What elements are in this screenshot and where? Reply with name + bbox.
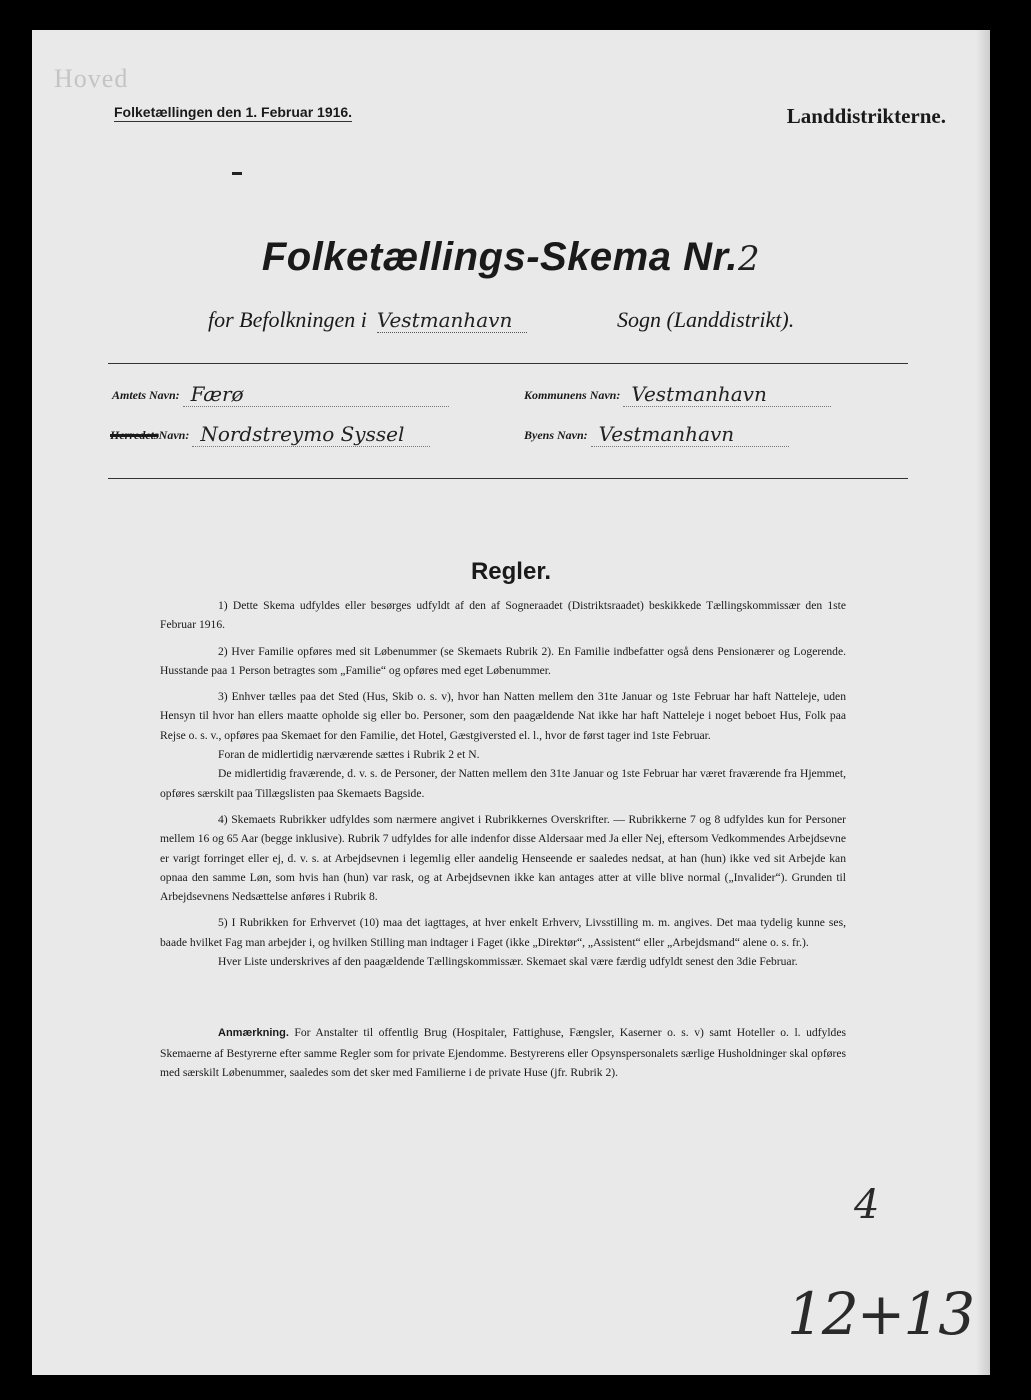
by-value: Vestmanhavn — [591, 422, 789, 447]
anmaerkning-label: Anmærkning. — [218, 1027, 289, 1040]
divider-bottom — [108, 478, 908, 479]
syssel-value: Nordstreymo Syssel — [192, 422, 430, 447]
rule-3-fravaerende: De midlertidig fraværende, d. v. s. de Personer, der Natten mellem den 31te Januar og 1ste Februar har været fraværende fra Hjemmet, opføres særskilt paa Tillægslisten paa Skemaets Bagside. — [160, 767, 846, 800]
form-number: 2 — [737, 239, 761, 279]
rules-body — [160, 596, 846, 1089]
amt-label: Amtets Navn: — [112, 388, 180, 402]
parish-suffix: Sogn (Landdistrikt). — [617, 307, 795, 332]
handwritten-pages: 12+13 — [787, 1280, 974, 1348]
amt-value: Færø — [183, 382, 449, 407]
kommune-field — [524, 382, 831, 407]
by-field — [524, 422, 789, 447]
form-title — [32, 235, 990, 280]
ink-mark — [232, 172, 242, 175]
population-line — [208, 307, 527, 333]
form-title-text: Folketællings-Skema Nr. — [261, 235, 738, 279]
kommune-value: Vestmanhavn — [623, 382, 831, 407]
by-label: Byens Navn: — [524, 428, 588, 442]
amt-field — [112, 382, 449, 407]
census-form-page — [32, 30, 990, 1375]
district-type-header: Landdistrikterne. — [786, 104, 946, 128]
rule-1: 1) Dette Skema udfyldes eller besørges udfyldt af den af Sogneraadet (Distriktsraadet) beskikkede Tællingskommissær den 1ste Februar 1916. — [160, 599, 846, 632]
rule-4: 4) Skemaets Rubrikker udfyldes som nærmere angivet i Rubrikkernes Overskrifter. — Rubrikkerne 7 og 8 udfyldes kun for Personer mellem 16 og 65 Aar (begge inklusive). Rubrik 7 udfyldes for alle indenfor disse Aldersaar med Ja eller Nej, eftersom Vedkommendes Arbejdsevne er varigt forringet eller ej, d. v. s. at Arbejdsevnen i legemlig eller aandelig Henseende er saaledes nedsat, at han (hun) ikke ved sit Arbejde kan opnaa den samme Løn, som hvis han (hun) var rask, og at Arbejdsevnen ikke kan antages atter at ville blive normal („Invalider“). Grunden til Arbejdsevnens Nedsættelse anføres i Rubrik 8. — [160, 812, 846, 904]
syssel-label: Navn: — [158, 428, 190, 442]
census-date-header: Folketællingen den 1. Februar 1916. — [114, 104, 353, 120]
anmaerkning — [160, 1023, 846, 1082]
rule-5-signature: Hver Liste underskrives af den paagældende Tællingskommissær. Skemaet skal være færdig udfyldt senest den 3die Februar. — [218, 955, 798, 969]
anmaerkning-text: For Anstalter til offentlig Brug (Hospitaler, Fattighuse, Fængsler, Kaserner o. s. v) samt Hoteller o. l. udfyldes Skemaerne af Bestyrerne efter samme Regler som for private Ejendomme. Bestyrerens eller Opsynspersonalets særlige Husholdninger skal opføres med særskilt Løbenummer, saaledes som det sker med Familierne i de private Huse (jfr. Rubrik 2). — [160, 1026, 846, 1079]
syssel-field — [110, 422, 430, 447]
rules-heading: Regler. — [470, 558, 552, 585]
divider-top — [108, 363, 908, 364]
parish-value: Vestmanhavn — [377, 308, 527, 333]
rule-5: 5) I Rubrikken for Erhvervet (10) maa det iagttages, at hver enkelt Erhverv, Livsstilling m. m. angives. Det maa tydelig kunne ses, baade hvilket Fag man arbejder i, og hvilken Stilling man indtager i Faget (ikke „Direktør“, „Assistent“ eller „Arbejdsmand“ alene o. s. fr.). — [160, 916, 846, 949]
population-label: for Befolkningen i — [208, 307, 367, 332]
handwritten-count: 4 — [854, 1182, 880, 1228]
struck-label: Herredets — [110, 428, 159, 442]
rule-3: 3) Enhver tælles paa det Sted (Hus, Skib o. s. v), hvor han Natten mellem den 31te Januar og 1ste Februar har haft Natteleje, uden Hensyn til hvor han ellers maatte opholde sig eller bo. Personer, som den paagældende Nat ikke har haft Natteleje i noget beboet Hus, Folk paa Rejse o. s. v., opføres paa Skemaet for den Familie, det Hotel, Gæstgiversted el. l., hvor de først tager ind 1ste Februar. — [160, 690, 846, 742]
hoved-stamp: Hoved — [54, 64, 129, 93]
rule-3-foran: Foran de midlertidig nærværende sættes i Rubrik 2 et N. — [218, 748, 480, 762]
rule-2: 2) Hver Familie opføres med sit Løbenummer (se Skemaets Rubrik 2). En Familie indbefatter også dens Pensionærer og Logerende. Husstande paa 1 Person betragtes som „Familie“ og opføres med eget Løbenummer. — [160, 644, 846, 677]
kommune-label: Kommunens Navn: — [524, 388, 621, 402]
